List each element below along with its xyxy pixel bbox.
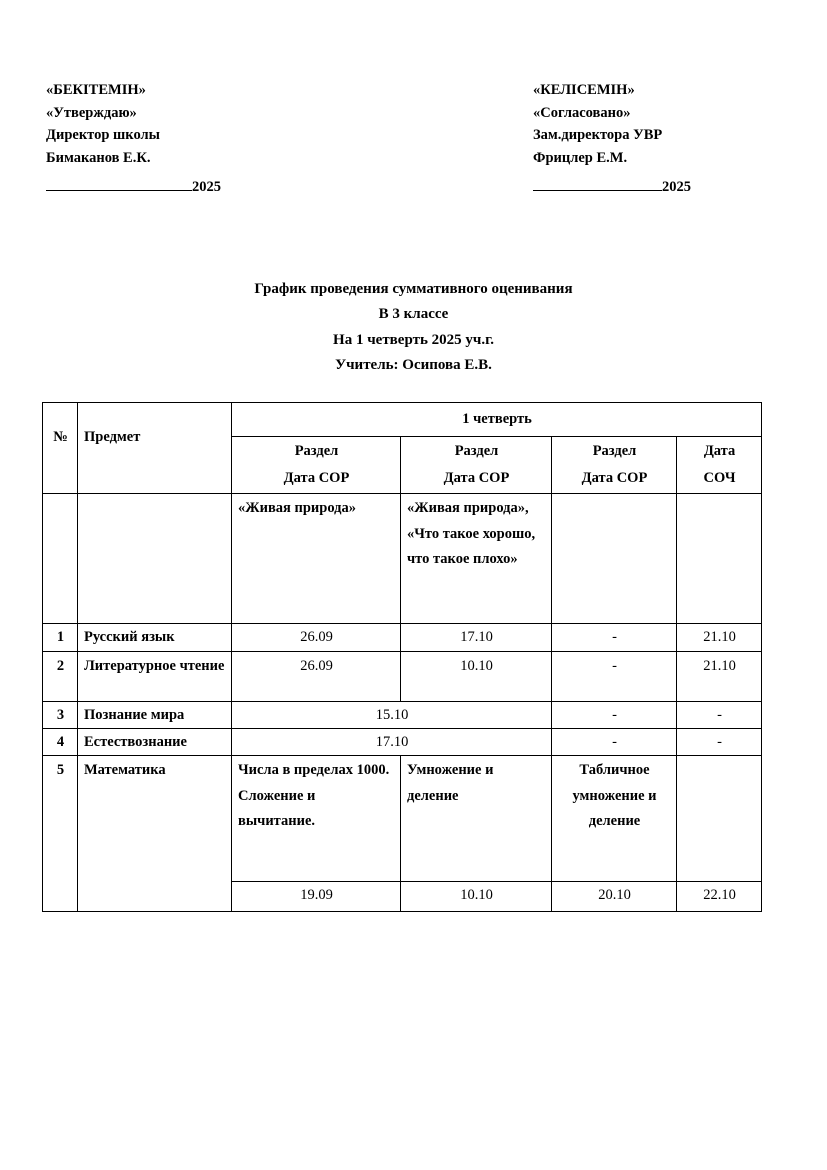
table-row [43, 652, 762, 702]
header-razdel-2-line1: Раздел [454, 443, 499, 459]
page-title [0, 277, 827, 378]
row-2-col5-date: - [612, 658, 617, 674]
row-3-merged-date: 15.10 [375, 707, 409, 723]
table-row [43, 624, 762, 652]
header-razdel-1-line2: Дата СОР [283, 470, 350, 486]
row-5-col5-date: 20.10 [598, 887, 631, 903]
row-5-col5-topic-cell [552, 756, 677, 882]
row-3-subject-label: Познание мира [84, 707, 185, 723]
section-name-2: «Живая природа», «Что такое хорошо, что такое плохо» [407, 500, 536, 567]
section-name-3 [552, 494, 676, 499]
row-3-col6 [677, 702, 762, 729]
section-row-cell-6 [677, 494, 762, 624]
header-cell-razdel-1 [232, 437, 401, 494]
row-5-col6-topic-cell [677, 756, 762, 882]
approval-block-left [46, 79, 221, 199]
table-header-row-quarter [43, 403, 762, 437]
approval-block-right [533, 79, 691, 199]
row-1-col4 [401, 624, 552, 652]
approval-right-line4: Фрицлер Е.М. [533, 149, 628, 166]
header-cell-quarter [232, 403, 762, 437]
section-row-num-cell [43, 494, 78, 624]
row-5-col6-date: 22.10 [703, 887, 736, 903]
row-3-num-label: 3 [56, 707, 65, 723]
schedule-table [42, 402, 762, 912]
title-line-4: Учитель: Осипова Е.В. [335, 356, 492, 373]
row-5-subject-label: Математика [84, 762, 166, 778]
row-4-num [43, 729, 78, 756]
section-row-subject-empty [78, 494, 231, 499]
header-num-label: № [53, 429, 68, 445]
header-razdel-2-line2: Дата СОР [443, 470, 510, 486]
row-5-col6-topic [677, 756, 761, 761]
section-name-1: «Живая природа» [238, 500, 356, 516]
header-soch-line1: Дата [703, 443, 736, 459]
header-cell-num [43, 403, 78, 494]
row-4-subject-label: Естествознание [84, 734, 187, 750]
signature-line-left [46, 190, 192, 191]
approval-left-line2: «Утверждаю» [46, 104, 137, 121]
table-row-section-names [43, 494, 762, 624]
row-1-col3-date: 26.09 [300, 629, 333, 645]
row-1-num [43, 624, 78, 652]
table-row [43, 702, 762, 729]
approval-left-line1: «БЕКІТЕМІН» [46, 82, 146, 98]
section-row-cell-3 [232, 494, 401, 624]
approval-right-line2: «Согласовано» [533, 104, 631, 121]
row-5-num [43, 756, 78, 912]
row-4-col5 [552, 729, 677, 756]
approval-left-signature-row [46, 176, 221, 199]
row-2-col6 [677, 652, 762, 702]
row-2-subject [78, 652, 232, 702]
row-1-subject-label: Русский язык [84, 629, 175, 645]
row-4-subject [78, 729, 232, 756]
approval-right-line1: «КЕЛІСЕМІН» [533, 82, 635, 98]
row-1-col6 [677, 624, 762, 652]
row-2-col5 [552, 652, 677, 702]
table-row [43, 729, 762, 756]
row-4-col6 [677, 729, 762, 756]
row-1-col5 [552, 624, 677, 652]
row-5-num-label: 5 [56, 762, 65, 778]
row-5-col3-date-cell [232, 882, 401, 912]
row-5-subject [78, 756, 232, 912]
signature-line-right [533, 190, 662, 191]
row-4-col5-date: - [612, 734, 617, 750]
header-cell-razdel-3 [552, 437, 677, 494]
row-5-col4-topic: Умножение и деление [407, 762, 494, 804]
row-5-col4-date: 10.10 [460, 887, 493, 903]
section-row-subject-cell [78, 494, 232, 624]
section-row-cell-5 [552, 494, 677, 624]
row-1-num-label: 1 [56, 629, 65, 645]
row-3-merged-col34 [232, 702, 552, 729]
row-2-col4 [401, 652, 552, 702]
row-2-col4-date: 10.10 [460, 658, 493, 674]
row-3-subject [78, 702, 232, 729]
title-line-3: На 1 четверть 2025 уч.г. [333, 331, 494, 348]
row-1-col6-date: 21.10 [703, 629, 736, 645]
header-soch-line2: СОЧ [703, 470, 736, 486]
header-cell-subject [78, 403, 232, 494]
row-1-col3 [232, 624, 401, 652]
approval-left-year: 2025 [192, 179, 221, 196]
row-1-col4-date: 17.10 [460, 629, 493, 645]
section-row-cell-4 [401, 494, 552, 624]
row-5-col5-date-cell [552, 882, 677, 912]
approval-left-line3: Директор школы [46, 127, 160, 144]
row-1-subject [78, 624, 232, 652]
approval-right-line3: Зам.директора УВР [533, 127, 663, 144]
row-5-col3-topic-cell [232, 756, 401, 882]
title-line-1: График проведения суммативного оценивания [254, 281, 573, 297]
section-name-4 [677, 494, 761, 499]
schedule-table-wrapper [42, 402, 761, 912]
row-2-col3 [232, 652, 401, 702]
row-5-col3-topic: Числа в пределах 1000. Сложение и вычитание. [238, 762, 390, 829]
row-5-col6-date-cell [677, 882, 762, 912]
title-line-2: В 3 классе [378, 306, 449, 323]
row-5-col5-topic: Табличное умножение и деление [572, 762, 657, 829]
row-2-num [43, 652, 78, 702]
row-1-col5-date: - [612, 629, 617, 645]
row-3-col5-date: - [612, 707, 617, 723]
row-5-col4-date-cell [401, 882, 552, 912]
header-cell-soch [677, 437, 762, 494]
row-3-col6-date: - [717, 707, 722, 723]
row-4-merged-col34 [232, 729, 552, 756]
approval-right-year: 2025 [662, 179, 691, 196]
section-row-num-empty [43, 494, 77, 499]
header-subject-label: Предмет [84, 429, 141, 445]
header-cell-razdel-2 [401, 437, 552, 494]
row-2-subject-label: Литературное чтение [84, 658, 225, 674]
row-2-col3-date: 26.09 [300, 658, 333, 674]
table-row [43, 756, 762, 882]
row-4-num-label: 4 [56, 734, 65, 750]
row-5-col4-topic-cell [401, 756, 552, 882]
header-razdel-1-line1: Раздел [294, 443, 339, 459]
header-quarter-label: 1 четверть [462, 411, 532, 427]
row-2-num-label: 2 [56, 658, 65, 674]
approval-left-line4: Бимаканов Е.К. [46, 149, 151, 166]
header-razdel-3-line1: Раздел [592, 443, 637, 459]
row-3-col5 [552, 702, 677, 729]
row-5-col3-date: 19.09 [300, 887, 333, 903]
header-razdel-3-line2: Дата СОР [581, 470, 648, 486]
row-3-num [43, 702, 78, 729]
row-4-merged-date: 17.10 [375, 734, 409, 750]
approval-right-signature-row [533, 176, 691, 199]
row-2-col6-date: 21.10 [703, 658, 736, 674]
row-4-col6-date: - [717, 734, 722, 750]
